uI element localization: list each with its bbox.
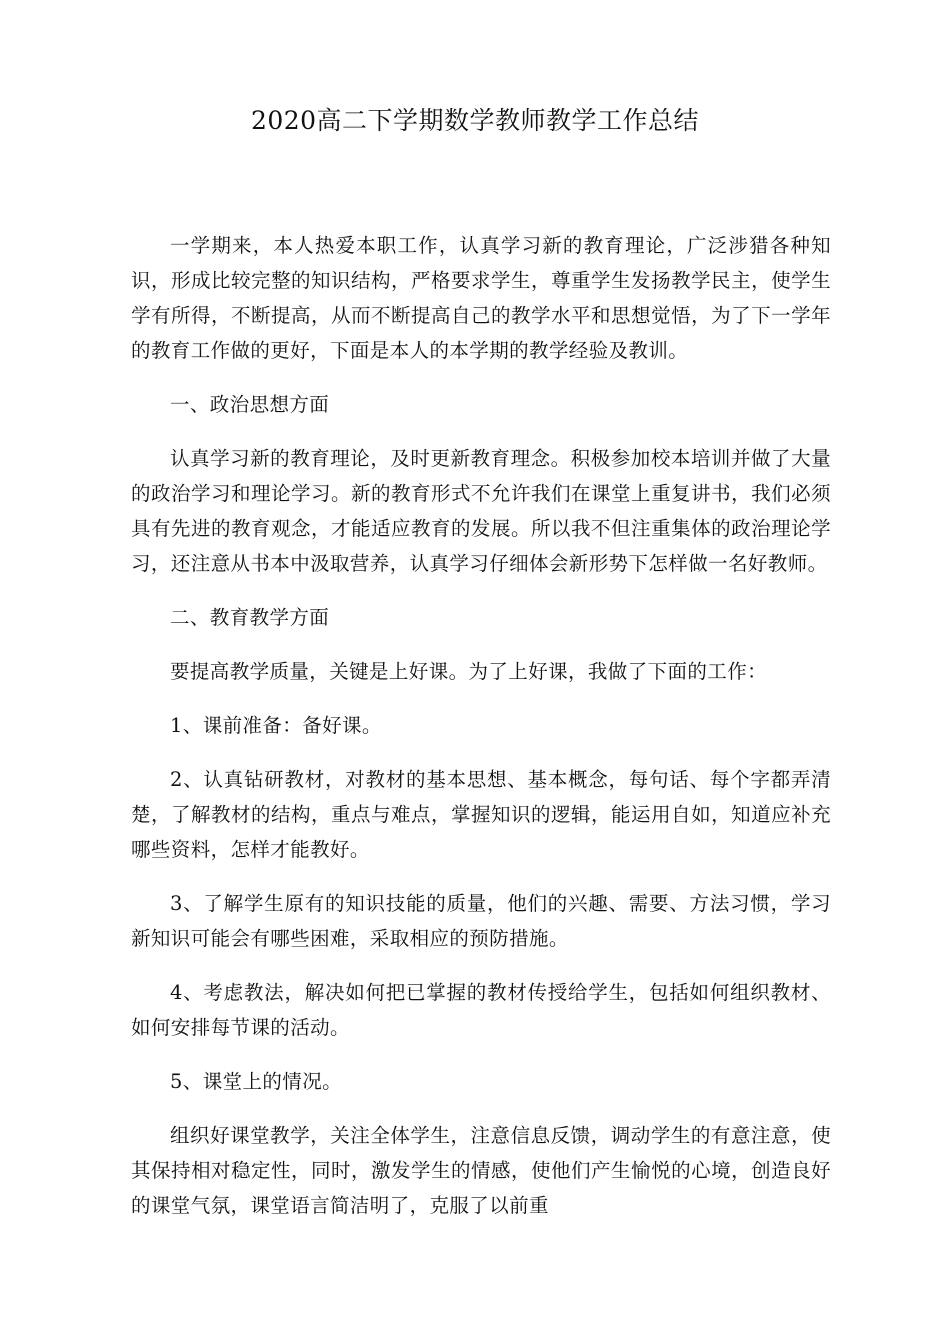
list-item-5: 5、课堂上的情况。 [170,1070,343,1093]
paragraph-teaching-intro: 要提高教学质量，关键是上好课。为了上好课，我做了下面的工作： [170,660,768,683]
section-heading-teaching: 二、教育教学方面 [170,606,330,629]
paragraph-classroom: 组织好课堂教学，关注全体学生，注意信息反馈，调动学生的有意注意，使其保持相对稳定性，同时，激发学生的情感，使他们产生愉悦的心境，创造良好的课堂气氛，课堂语言简洁明了，克服了以前重 [131,1124,831,1217]
document-body [131,228,831,1242]
list-item-2: 2、认真钻研教材，对教材的基本思想、基本概念，每句话、每个字都弄清楚，了解教材的结构，重点与难点，掌握知识的逻辑，能运用自如，知道应补充哪些资料，怎样才能教好。 [131,768,831,861]
list-item-4: 4、考虑教法，解决如何把已掌握的教材传授给学生，包括如何组织教材、如何安排每节课的活动。 [131,981,831,1039]
paragraph-intro: 一学期来，本人热爱本职工作，认真学习新的教育理论，广泛涉猎各种知识，形成比较完整的知识结构，严格要求学生，尊重学生发扬教学民主，使学生学有所得，不断提高，从而不断提高自己的教学水平和思想觉悟，为了下一学年的教育工作做的更好，下面是本人的本学期的教学经验及教训。 [131,234,831,362]
list-item-1: 1、课前准备：备好课。 [170,714,382,737]
section-heading-political: 一、政治思想方面 [170,393,330,416]
list-item-3: 3、了解学生原有的知识技能的质量，他们的兴趣、需要、方法习惯，学习新知识可能会有哪些困难，采取相应的预防措施。 [131,892,831,950]
paragraph-political: 认真学习新的教育理论，及时更新教育理念。积极参加校本培训并做了大量的政治学习和理论学习。新的教育形式不允许我们在课堂上重复讲书，我们必须具有先进的教育观念，才能适应教育的发展。所以我不但注重集体的政治理论学习，还注意从书本中汲取营养，认真学习仔细体会新形势下怎样做一名好教师。 [131,447,831,575]
document-title: 2020高二下学期数学教师教学工作总结 [250,106,700,135]
